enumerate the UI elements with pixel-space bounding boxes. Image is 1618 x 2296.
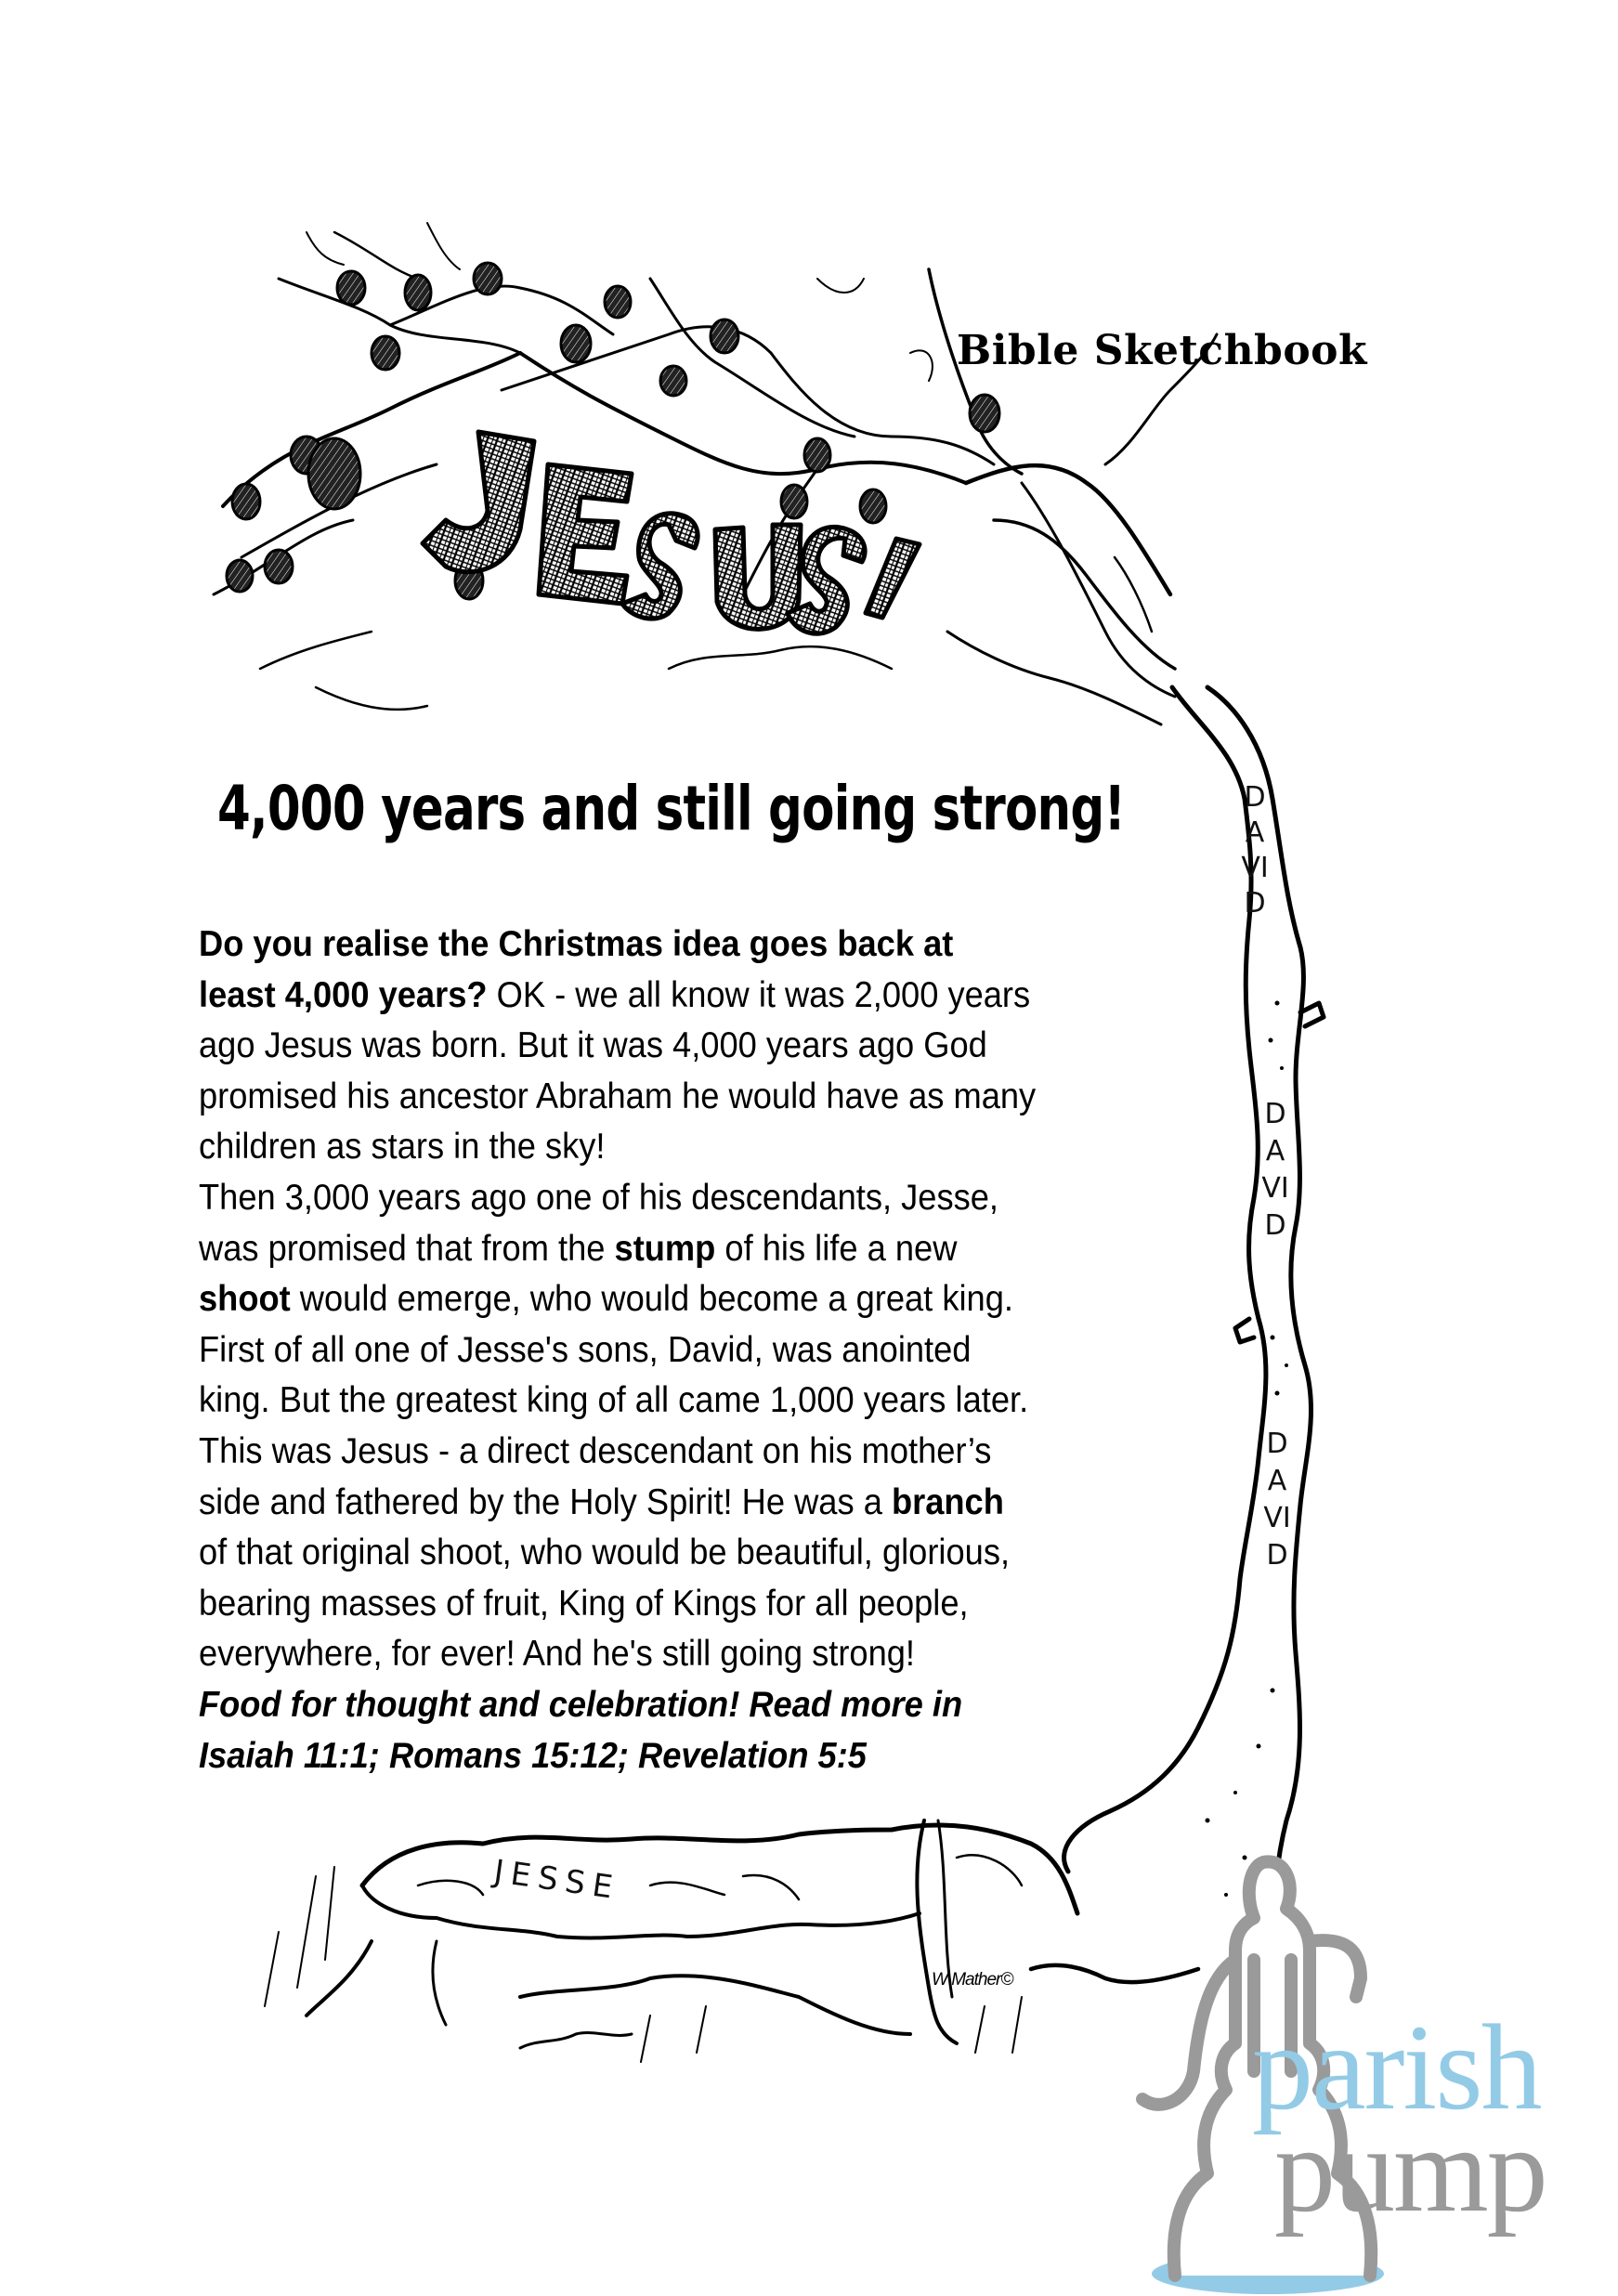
- trunk-label-david: DAVID: [1263, 1428, 1291, 1572]
- text-run: Then 3,000 years ago one of his descendants, Jesse,: [199, 1177, 998, 1218]
- text-run: everywhere, for ever! And he's still going strong!: [199, 1634, 916, 1675]
- article-line: [199, 1021, 1209, 1072]
- text-run: promised his ancestor Abraham he would have as many: [199, 1076, 1037, 1116]
- text-run: bearing masses of fruit, King of Kings for all people,: [199, 1583, 969, 1624]
- headline: 4,000 years and still going strong!: [217, 773, 1126, 844]
- trunk-label-david: DAVID: [1241, 781, 1269, 920]
- article-line: [199, 1224, 1209, 1275]
- text-run: ago Jesus was born. But it was 4,000 years ago God: [199, 1025, 987, 1066]
- article-line: [199, 1325, 1209, 1376]
- text-run: was promised that from the: [199, 1228, 615, 1269]
- text-run: side and fathered by the Holy Spirit! He was a: [199, 1481, 892, 1522]
- bold-italic-text-run: Food for thought and celebration! Read more in: [199, 1684, 963, 1725]
- article-line: [199, 1680, 1209, 1731]
- bold-italic-text-run: Isaiah 11:1; Romans 15:12; Revelation 5:5: [199, 1735, 867, 1776]
- article-line: [199, 1427, 1209, 1478]
- article-line: [199, 1173, 1209, 1224]
- logo-parish: parish: [1252, 1999, 1541, 2135]
- jesse-stump: [265, 1820, 1198, 2062]
- bold-text-run: stump: [614, 1228, 716, 1269]
- bold-text-run: branch: [891, 1481, 1004, 1522]
- artist-credit: W Mather©: [932, 1970, 1013, 1989]
- text-run: king. But the greatest king of all came 1,000 years later.: [199, 1380, 1029, 1421]
- trunk-label-david: DAVID: [1261, 1098, 1289, 1242]
- article-line: [199, 971, 1209, 1022]
- article-line: [199, 1122, 1209, 1173]
- article-line: [199, 1072, 1209, 1123]
- text-run: of that original shoot, who would be beautiful, glorious,: [199, 1533, 1011, 1573]
- article-line: [199, 1629, 1209, 1680]
- article-line: [199, 1274, 1209, 1325]
- text-run: This was Jesus - a direct descendant on his mother’s: [199, 1430, 992, 1471]
- tree-crown: [214, 223, 1217, 724]
- logo-pump: pump: [1274, 2101, 1546, 2237]
- text-run: OK - we all know it was 2,000 years: [487, 974, 1031, 1015]
- article-line: [199, 1376, 1209, 1427]
- article-line: [199, 920, 1209, 971]
- bold-text-run: shoot: [199, 1279, 291, 1320]
- article-line: [199, 1579, 1209, 1630]
- text-run: of his life a new: [715, 1228, 958, 1269]
- text-run: First of all one of Jesse's sons, David, was anointed: [199, 1329, 972, 1370]
- text-run: children as stars in the sky!: [199, 1127, 606, 1168]
- series-title: Bible Sketchbook: [957, 327, 1368, 374]
- bold-text-run: least 4,000 years?: [199, 974, 488, 1015]
- article-body: [199, 920, 1285, 1781]
- bold-text-run: Do you realise the Christmas idea goes back at: [199, 924, 954, 964]
- text-run: would emerge, who would become a great king.: [290, 1279, 1013, 1320]
- article-line: [199, 1478, 1209, 1529]
- article-line: [199, 1528, 1209, 1579]
- stump-label-jesse: JESSE: [491, 1853, 622, 1908]
- article-line: [199, 1731, 1209, 1782]
